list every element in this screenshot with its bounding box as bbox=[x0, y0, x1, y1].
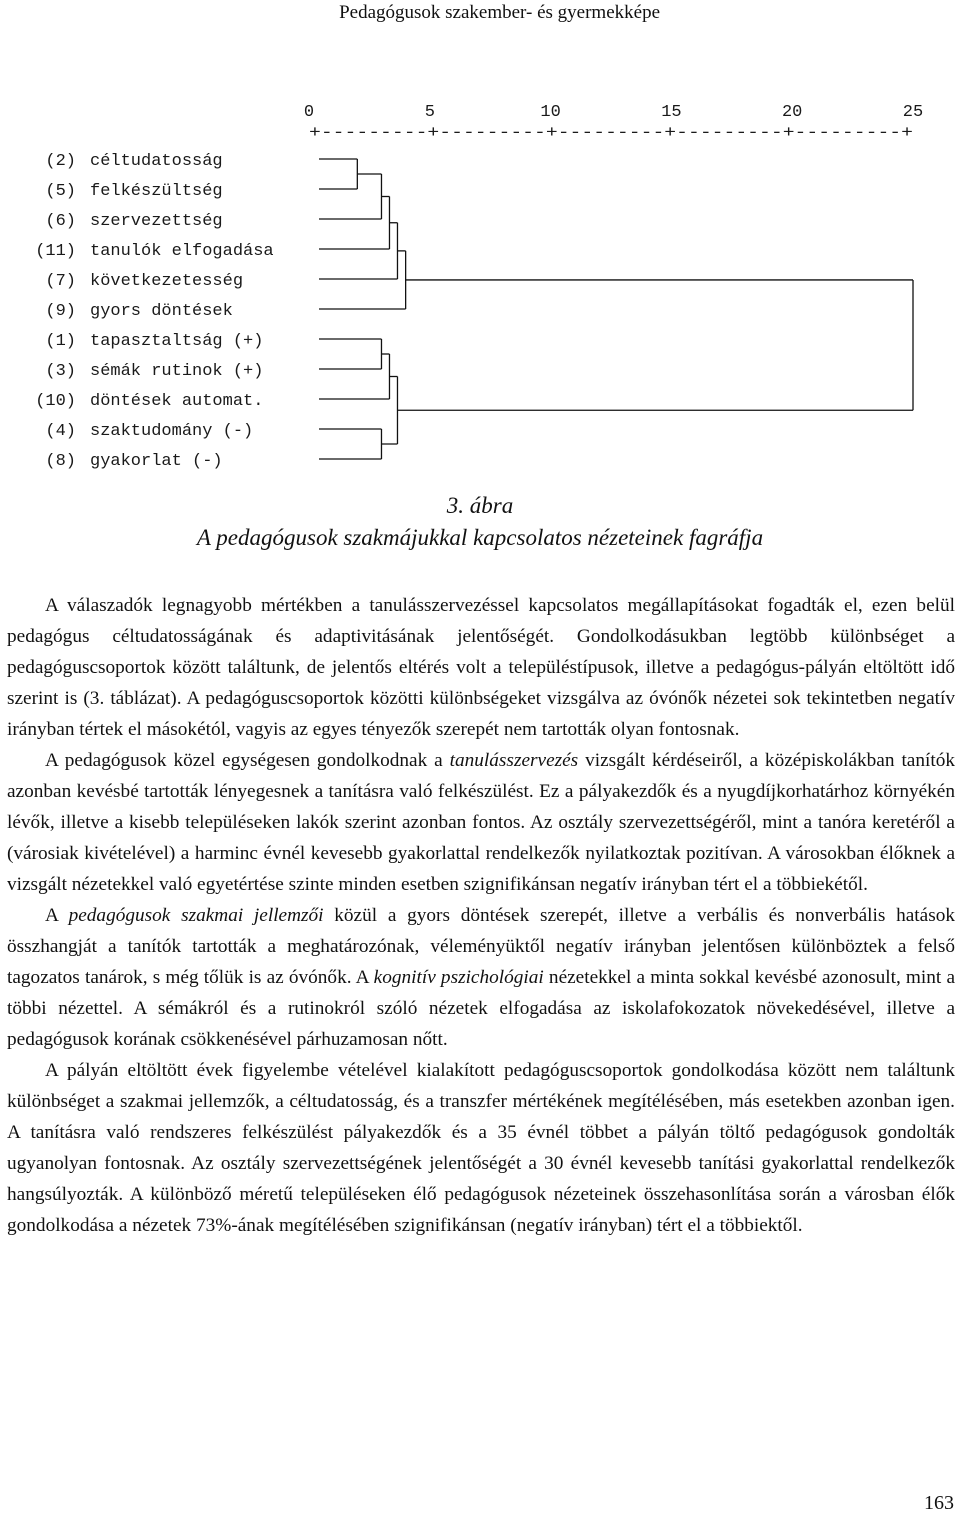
leaf-label: céltudatosság bbox=[90, 152, 223, 171]
scale-tick-label: 5 bbox=[424, 103, 435, 122]
leaf-number: (6) bbox=[45, 212, 76, 231]
dendrogram-chart bbox=[0, 90, 960, 480]
scale-rule: +---------+---------+---------+---------+---------+ bbox=[309, 124, 913, 143]
figure-caption: A pedagógusok szakmájukkal kapcsolatos nézeteinek fagráfja bbox=[196, 525, 764, 550]
leaf-number: (2) bbox=[45, 152, 76, 171]
leaf-number: (5) bbox=[45, 182, 76, 201]
leaf-number: (3) bbox=[45, 362, 76, 381]
scale-tick-label: 10 bbox=[540, 103, 561, 122]
leaf-label: következetesség bbox=[90, 272, 244, 291]
leaf-number: (8) bbox=[45, 452, 76, 471]
leaf-number: (9) bbox=[45, 302, 76, 321]
leaf-label: tanulók elfogadása bbox=[90, 242, 274, 261]
leaf-label: gyors döntések bbox=[90, 302, 233, 321]
leaf-label: gyakorlat (-) bbox=[90, 452, 223, 471]
leaf-label: döntések automat. bbox=[90, 392, 264, 411]
body-text bbox=[7, 590, 955, 1241]
running-head: Pedagógusok szakember- és gyermekképe bbox=[339, 2, 660, 23]
leaf-label: tapasztaltság (+) bbox=[90, 332, 264, 351]
paragraph-3: A pedagógusok szakmai jellemzői közül a gyors döntések szerepét, illetve a verbális és nonverbális hatások összhangját a tanítók tartották a meghatározónak, véleményüktől negatív irányban jelentősen különböztek a felső tagozatos tanárok, s még tőlük is az óvónők. A kognitív pszichológiai nézetekkel a minta sokkal kevésbé azonosult, mint a többi nézettel. A sémákról és a rutinokról szóló nézetek elfogadása az iskolafokozatok növekedésével, illetve a pedagógusok korának csökkenésével párhuzamosan nőtt. bbox=[7, 905, 955, 1050]
page-number: 163 bbox=[924, 1492, 954, 1514]
leaf-number: (7) bbox=[45, 272, 76, 291]
paragraph-4: A pályán eltöltött évek figyelembe vételével kialakított pedagóguscsoportok gondolkodása között nem találtunk különbséget a szakmai jellemzők, a céltudatosság, és a transzfer mértékének megítélésében, más esetekben azonban igen. A tanításra való rendszeres felkészülést pályakezdők és a 35 évnél többet a pályán töltő pedagógusok gondolták ugyanolyan fontosnak. Az osztály szervezettségének jelentőségét a 30 évnél kevesebb tanítási gyakorlattal rendelkezők hangsúlyozták. A különböző méretű településeken élő pedagógusok nézeteinek összehasonlítása során a városban élők gondolkodása a nézetek 73%-ának megítélésében szignifikánsan (negatív irányban) tért el a többiektől. bbox=[7, 1060, 955, 1236]
paragraph-2: A pedagógusok közel egységesen gondolkodnak a tanulásszervezés vizsgált kérdéseiről, a középiskolákban tanítók azonban kevésbé tartották lényegesnek a tanításra való felkészülést. Ez a pályakezdők és a nyugdíjkorhatárhoz környékén lévők, illetve a kisebb településeken lakók szerint azonban fontos. Az osztály szervezettségéről, mint a tanóra keretéről a (városiak kivételével) a harminc évnél kevesebb gyakorlattal rendelkezők nyilatkoztak pozitívan. A városokban élőknek a vizsgált nézetekkel való egyetértése szinte minden esetben szignifikánsan negatív irányban tért el a többiekétől. bbox=[7, 750, 955, 895]
paragraph-1: A válaszadók legnagyobb mértékben a tanulásszervezéssel kapcsolatos megállapításokat fogadták el, ezen belül pedagógus céltudatosságának és adaptivitásának jelentőségét. Gondolkodásukban legtöbb különbséget a pedagóguscsoportok között találtunk, de jelentős eltérés volt a településtípusok, illetve a pedagógus-pályán eltöltött idő szerint is (3. táblázat). A pedagóguscsoportok közötti különbségeket vizsgálva az óvónők nézetei sok tekintetben negatív irányban tértek el másokétól, vagyis az egyes tényezők szerepét nem tartották olyan fontosnak. bbox=[7, 595, 955, 740]
leaf-label: szervezettség bbox=[90, 212, 223, 231]
leaf-number: (4) bbox=[45, 422, 76, 441]
scale-tick-label: 25 bbox=[902, 103, 924, 122]
scale-tick-label: 15 bbox=[661, 103, 682, 122]
leaf-label: felkészültség bbox=[90, 182, 223, 201]
leaf-label: szaktudomány (-) bbox=[90, 422, 254, 441]
leaf-number: (11) bbox=[35, 242, 76, 261]
leaf-label: sémák rutinok (+) bbox=[90, 362, 264, 381]
scale-tick-label: 20 bbox=[781, 103, 803, 122]
scale-tick-label: 0 bbox=[303, 103, 315, 122]
leaf-number: (1) bbox=[45, 332, 76, 351]
leaf-number: (10) bbox=[35, 392, 76, 411]
figure-number: 3. ábra bbox=[446, 493, 514, 518]
